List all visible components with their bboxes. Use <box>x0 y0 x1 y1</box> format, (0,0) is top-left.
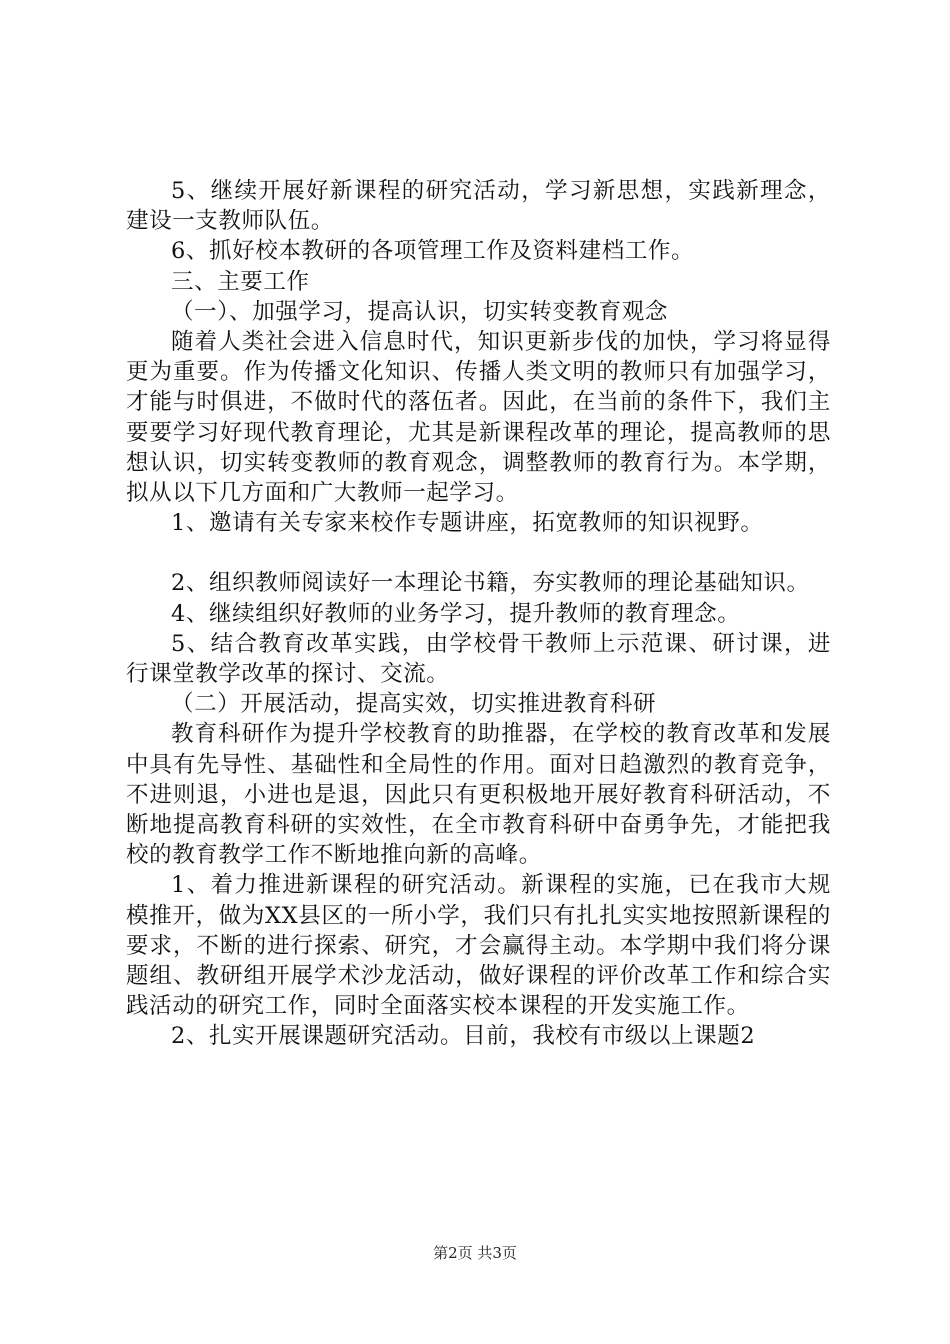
section-heading-main-work: 三、主要工作 <box>171 268 310 295</box>
paragraph-learning-intro: 随着人类社会进入信息时代，知识更新步伐的加快，学习将显得更为重要。作为传播文化知识、传播人类文明的教师只有加强学习，才能与时俱进，不做时代的落伍者。因此，在当前的条件下，我们主要要学习好现代教育理论，尤其是新课程改革的理论，提高教师的思想认识，切实转变教师的教育观念，调整教师的教育行为。本学期，拟从以下几方面和广大教师一起学习。 <box>126 329 831 507</box>
paragraph-item-4-business-study: 4、继续组织好教师的业务学习，提升教师的教育理念。 <box>171 600 741 627</box>
paragraph-item-5-new-curriculum: 5、继续开展好新课程的研究活动，学习新思想，实践新理念，建设一支教师队伍。 <box>126 178 831 235</box>
paragraph-item-5-demo-lessons: 5、结合教育改革实践，由学校骨干教师上示范课、研讨课，进行课堂教学改革的探讨、交流。 <box>126 630 831 688</box>
paragraph-item-2-project-research: 2、扎实开展课题研究活动。目前，我校有市级以上课题2 <box>171 1023 756 1050</box>
subsection-heading-carry-out-activities: （二）开展活动，提高实效，切实推进教育科研 <box>171 691 657 718</box>
subsection-heading-strengthen-learning: （一）、加强学习，提高认识，切实转变教育观念 <box>171 298 668 325</box>
paragraph-item-1-curriculum-research: 1、着力推进新课程的研究活动。新课程的实施，已在我市大规模推开，做为XX县区的一所小学，我们只有扎扎实实地按照新课程的要求，不断的进行探索、研究，才会赢得主动。本学期中我们将分课题组、教研组开展学术沙龙活动，做好课程的评价改革工作和综合实践活动的研究工作，同时全面落实校本课程的开发实施工作。 <box>126 872 831 1020</box>
paragraph-item-1-lectures: 1、邀请有关专家来校作专题讲座，拓宽教师的知识视野。 <box>171 510 764 537</box>
document-body <box>126 176 831 1052</box>
paragraph-item-6-management: 6、抓好校本教研的各项管理工作及资料建档工作。 <box>171 238 695 265</box>
paragraph-research-intro: 教育科研作为提升学校教育的助推器，在学校的教育改革和发展中具有先导性、基础性和全局性的作用。面对日趋激烈的教育竞争，不进则退，小进也是退，因此只有更积极地开展好教育科研活动，不断地提高教育科研的实效性，在全市教育科研中奋勇争先，才能把我校的教育教学工作不断地推向新的高峰。 <box>126 721 831 869</box>
paragraph-item-2-reading: 2、组织教师阅读好一本理论书籍，夯实教师的理论基础知识。 <box>171 570 810 597</box>
page-number-footer: 第2页 共3页 <box>433 1244 517 1262</box>
